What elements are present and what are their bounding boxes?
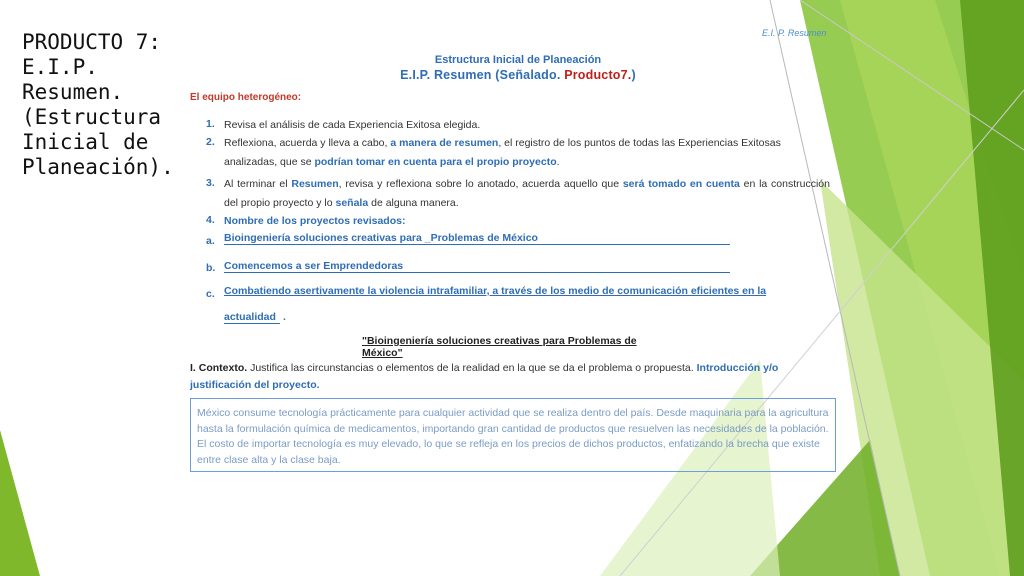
- item-number: 4.: [206, 214, 215, 226]
- project-name: Bioingeniería soluciones creativas para _Problemas de México: [224, 232, 730, 245]
- item-text-part: de alguna manera.: [368, 197, 459, 209]
- context-section: [190, 360, 830, 394]
- subheading-product: Producto7.: [564, 68, 632, 82]
- page-tag: E.I. P. Resumen: [762, 28, 827, 38]
- subheading-main: E.I.P. Resumen (Señalado.: [400, 68, 565, 82]
- item-emphasis: será tomado en cuenta: [622, 178, 740, 190]
- item-text-part: , revisa y reflexiona sobre lo anotado, acuerda aquello que: [338, 178, 623, 190]
- document-heading: Estructura Inicial de Planeación: [434, 54, 602, 66]
- project-name: Comencemos a ser Emprendedoras: [224, 260, 730, 273]
- item-number: 3.: [206, 177, 215, 189]
- slide-title-line: Inicial de: [22, 130, 149, 154]
- subheading-close: ): [631, 68, 636, 82]
- item-emphasis: Resumen: [291, 178, 339, 190]
- context-highlight: Introducción y/o justificación del proyecto.: [190, 362, 779, 391]
- slide-title-line: Resumen.: [22, 80, 124, 104]
- item-text: [224, 175, 830, 213]
- project-letter: c.: [206, 288, 215, 300]
- item-text-part: en la construcción del propio proyecto y lo: [224, 178, 830, 209]
- item-number: 1.: [206, 118, 215, 130]
- slide-title-line: (Estructura: [22, 105, 162, 129]
- answer-box[interactable]: México consume tecnología prácticamente para cualquier actividad que se realiza dentro del país. Desde maquinaria para la agricultura hasta la formulación química de medicamentos, importando gran cantidad de productos que resuelven las necesidades de la población. El costo de importar tecnología es muy elevado, lo que se refleja en los precios de dichos productos, enfatizando la brecha que existe entre clase alta y la clase baja.: [190, 398, 836, 472]
- item-text-part: , el registro de los puntos de todas las Experiencias Exitosas analizadas, que se: [224, 137, 781, 168]
- slide-title: [22, 30, 182, 180]
- project-letter: a.: [206, 235, 215, 247]
- item-text-part: Al terminar el: [224, 178, 292, 190]
- slide-title-line: Planeación).: [22, 155, 174, 179]
- context-label: I. Contexto.: [190, 362, 248, 374]
- slide-title-line: PRODUCTO 7:: [22, 30, 162, 54]
- item-text-part: Reflexiona, acuerda y lleva a cabo,: [224, 137, 391, 149]
- project-letter: b.: [206, 262, 216, 274]
- item-number: 2.: [206, 136, 215, 148]
- item-emphasis: señala: [335, 197, 369, 209]
- item-emphasis: a manera de resumen: [390, 137, 499, 149]
- item-text: [224, 116, 830, 135]
- project-suffix: .: [283, 311, 286, 323]
- selected-project-title: "Bioingeniería soluciones creativas para Problemas de México": [362, 335, 637, 359]
- context-text: Justifica las circunstancias o elementos de la realidad en la que se da el problema o propuesta.: [247, 362, 697, 374]
- slide-title-line: E.I.P.: [22, 55, 98, 79]
- item-text-part: Revisa el análisis de cada Experiencia Exitosa elegida.: [224, 119, 481, 131]
- item-text: Nombre de los proyectos revisados:: [224, 215, 406, 227]
- item-text-part: .: [556, 156, 560, 168]
- project-name-continued: actualidad: [224, 311, 280, 324]
- project-name: Combatiendo asertivamente la violencia intrafamiliar, a través de los medio de comunicación eficientes en la: [224, 285, 767, 297]
- corner-triangle-left: [0, 430, 40, 576]
- document-body: [188, 0, 848, 576]
- document-subheading: [188, 68, 848, 82]
- item-text: [224, 134, 830, 172]
- item-emphasis: podrían tomar en cuenta para el propio proyecto: [314, 156, 557, 168]
- team-label: El equipo heterogéneo:: [190, 92, 302, 103]
